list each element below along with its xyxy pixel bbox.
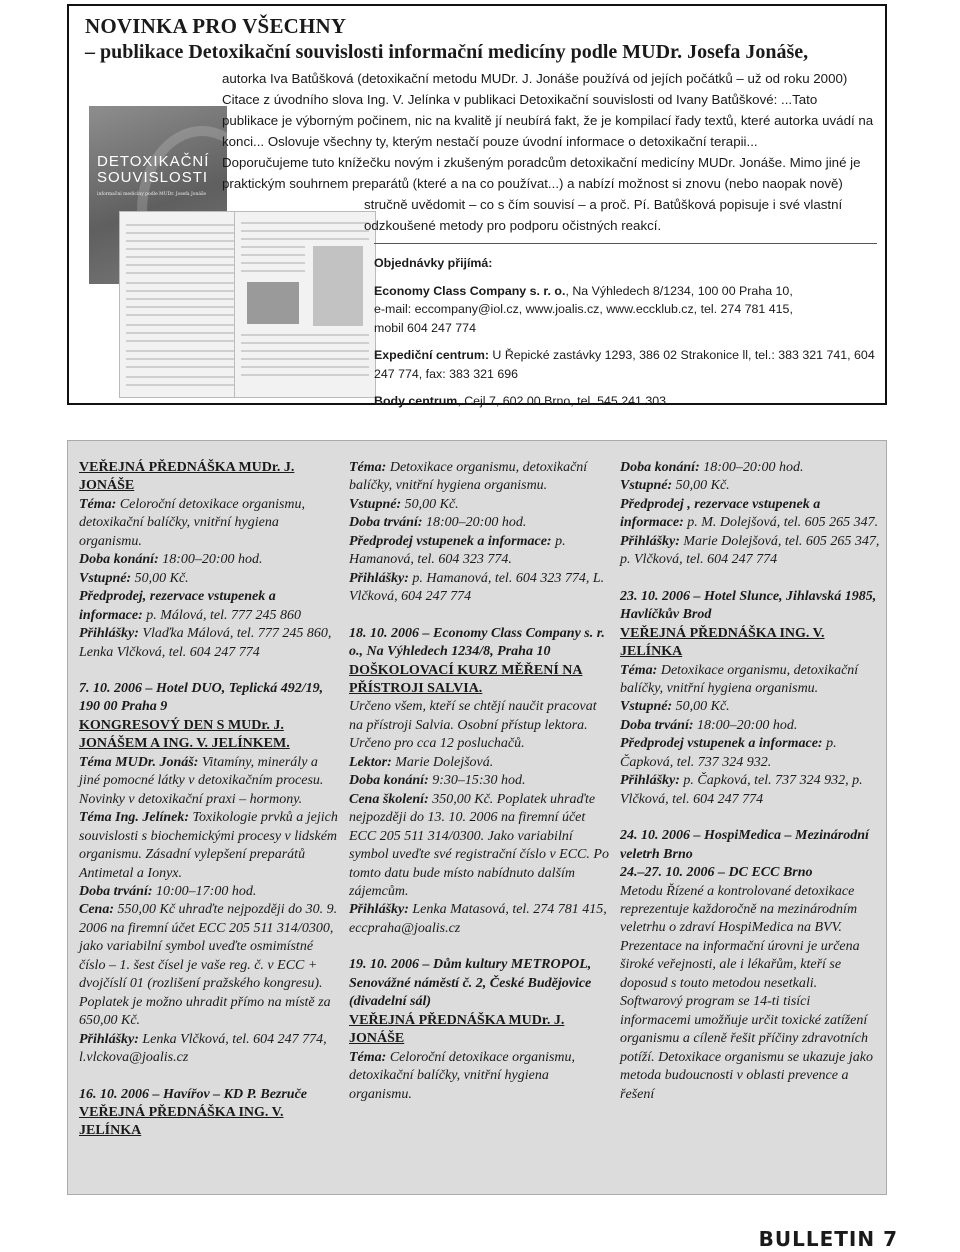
label: Vstupné:: [79, 570, 132, 586]
event-date-venue: 18. 10. 2006 – Economy Class Company s. r. o., Na Výhledech 1234/8, Praha 10: [349, 625, 605, 660]
event-registration: Marie Dolejšová, tel. 605 265 347, p. Vlčková, tel. 604 247 774: [620, 533, 880, 568]
label: Doba konání:: [79, 552, 159, 568]
event-fee: 50,00 Kč.: [672, 699, 730, 715]
label: Doba konání:: [620, 460, 700, 475]
intro-recommendation: Doporučujeme tuto knížečku novým i zkušeným poradcům detoxikační medicíny MUDr. Jonáše. Mimo jiné je praktickým souhrnem preparátů (které a na co používat...) a nabízí možnost si znovu (nebo naopak nově): [222, 155, 861, 191]
label: Téma:: [349, 1049, 387, 1065]
order-info: [374, 254, 884, 420]
label: Doba trvání:: [349, 515, 423, 531]
event-registration: p. Hamanová, tel. 604 323 774, L. Vlčková, 604 247 774: [349, 570, 605, 605]
company-contacts: e-mail: eccompany@iol.cz, www.joalis.cz, www.eccklub.cz, tel. 274 781 415,: [374, 302, 793, 316]
event-topic: Vitamíny, minerály a jiné pomocné látky v detoxikačním procesu. Novinky v detoxikační praxi – hormony.: [79, 754, 324, 807]
event-price: 550,00 Kč uhraďte nejpozději do 30. 9. 2006 na firemní účet ECC 205 511 314/0300, jako variabilní symbol uveďte osmimístné číslo – 1. šest čísel je vaše reg. č. v ECC + dvojčíslí 01 (rozlišení pražského kongresu). Poplatek je možno uhradit přímo na místě za 650,00 Kč.: [79, 902, 338, 1029]
company-address: , Na Výhledech 8/1234, 100 00 Praha 10,: [565, 283, 793, 298]
event-description: Metodu Řízené a kontrolované detoxikace reprezentuje každoročně na mezinárodním veletrhu o zdraví HospiMedica na BVV. Prezentace na informační úrovni je určena široké veřejnosti, ale i lékařům, kteří se doposud s touto metodou nesetkali. Softwarový program se 14-ti tisíci informacemi umožňuje určit toxické zatížení organismu a cíleně řešit příčiny zdravotních potíží. Detoxikace organismu se ukazuje jako metoda budoucnosti v oblasti prevence a řešení: [620, 883, 873, 1102]
label: Předprodej vstupenek a informace:: [620, 736, 823, 752]
event-presale: p. Čapková, tel. 737 324 932.: [620, 736, 837, 770]
book-page-image: [119, 211, 241, 398]
event-fee: 50,00 Kč.: [672, 478, 730, 494]
event-time: 18:00–20:00 hod.: [699, 460, 804, 475]
event-topic: Celoroční detoxikace organismu, detoxikační balíčky, vnitřní hygiena organismu.: [79, 496, 306, 549]
event-date-venue: 23. 10. 2006 – Hotel Slunce, Jihlavská 1985, Havlíčkův Brod: [620, 588, 877, 623]
label: Lektor:: [349, 754, 392, 770]
event-program: [67, 440, 887, 1195]
orders-heading: Objednávky přijímá:: [374, 256, 493, 270]
label: Přihlášky:: [79, 1031, 139, 1047]
label: Předprodej , rezervace vstupenek a informace:: [620, 496, 821, 531]
intro-recommendation-cont: stručně uvědomit – co s čím souvisí – a proč. Pí. Batůšková popisuje i své vlastní odzkoušené metody pro podporu očistných reakcí.: [364, 197, 843, 233]
event-date-venue: 19. 10. 2006 – Dům kultury METROPOL, Senovážné náměstí č. 2, České Budějovice (divadelní sál): [349, 957, 592, 1010]
event-date-venue: 24. 10. 2006 – HospiMedica – Mezinárodní veletrh Brno: [620, 828, 869, 862]
event-topic: Toxikologie prvků a jejich souvislosti s biochemickými procesy v lidském organismu. Zásadní vylepšení preparátů Antimetal a Ionyx.: [79, 810, 338, 881]
event-lecturer: Marie Dolejšová.: [391, 754, 494, 770]
announcement-box: [67, 4, 887, 408]
book-title: DETOXIKAČNÍ SOUVISLOSTI: [97, 153, 210, 186]
label: Předprodej vstupenek a informace:: [349, 533, 552, 549]
event-title: VEŘEJNÁ PŘEDNÁŠKA MUDr. J. JONÁŠE: [79, 460, 295, 494]
event-topic: Detoxikace organismu, detoxikační balíčky, vnitřní hygiena organismu.: [349, 460, 588, 494]
event-duration: 10:00–17:00 hod.: [152, 883, 257, 899]
event-date-venue: 16. 10. 2006 – Havířov – KD P. Bezruče: [79, 1086, 308, 1102]
event-presale: p. Málová, tel. 777 245 860: [142, 607, 302, 623]
page-photo: [313, 246, 363, 326]
label: Doba trvání:: [79, 883, 153, 899]
expedition-text: U Řepické zastávky 1293, 386 02 Strakonice ll, tel.: 383 321 741, 604 247 774, fax: 383 321 696: [374, 348, 875, 381]
event-duration: 18:00–20:00 hod.: [693, 717, 798, 733]
subheadline: – publikace Detoxikační souvislosti informační medicíny podle MUDr. Josefa Jonáše,: [85, 41, 809, 63]
page-photo: [247, 282, 299, 324]
company-name: Economy Class Company s. r. o.: [374, 283, 566, 298]
event-registration: p. Čapková, tel. 737 324 932, p. Vlčková, tel. 604 247 774: [620, 773, 863, 807]
label: Přihlášky:: [349, 570, 409, 586]
event-title: VEŘEJNÁ PŘEDNÁŠKA MUDr. J. JONÁŠE: [349, 1012, 565, 1047]
label: Téma:: [349, 460, 387, 475]
intro-citation: Citace z úvodního slova Ing. V. Jelínka v publikaci Detoxikační souvislosti od Ivany Batůškové: ...Tato publikace je výborným počinem, nic na kvalitě jí neubírá fakt, že je kompilací řady textů, které autorka uvádí na konci... Oslovuje všechny ty, kterým nestačí pouze úvodní informace o detoxikační terapii...: [222, 92, 874, 149]
label: Přihlášky:: [620, 773, 680, 789]
label: Téma:: [620, 662, 658, 678]
divider: [374, 243, 877, 244]
label: Předprodej, rezervace vstupenek a informace:: [79, 589, 276, 623]
label: Přihlášky:: [620, 533, 680, 549]
headline: NOVINKA PRO VŠECHNY: [85, 14, 347, 38]
label: Doba trvání:: [620, 717, 694, 733]
event-price: 350,00 Kč. Poplatek uhraďte nejpozději do 13. 10. 2006 na firemní účet ECC 205 511 314/0300. Jako variabilní symbol uveďte své registrační číslo v ECC. Po tomto datu bude místo nabídnuto dalším zájemcům.: [349, 791, 609, 899]
label: Téma:: [79, 496, 117, 512]
event-registration: Lenka Matasová, tel. 274 781 415, eccpraha@joalis.cz: [349, 902, 607, 936]
body-centrum-text: , Cejl 7, 602 00 Brno, tel. 545 241 303: [457, 394, 667, 408]
event-title: VEŘEJNÁ PŘEDNÁŠKA ING. V. JELÍNKA: [79, 1104, 284, 1139]
book-subtitle: informační medicíny podle MUDr. Josefa Jonáše: [97, 192, 207, 197]
label: Vstupné:: [620, 699, 673, 715]
event-registration: Lenka Vlčková, tel. 604 247 774, l.vlckova@joalis.cz: [79, 1031, 327, 1066]
event-registration: Vlaďka Málová, tel. 777 245 860, Lenka Vlčková, tel. 604 247 774: [79, 626, 332, 660]
event-time: 9:30–15:30 hod.: [428, 773, 526, 789]
label: Téma MUDr. Jonáš:: [79, 754, 199, 770]
book-page-image: [234, 211, 376, 398]
label: Téma Ing. Jelínek:: [79, 810, 190, 826]
label: Přihlášky:: [79, 626, 139, 642]
event-fee: 50,00 Kč.: [131, 570, 189, 586]
label: Cena školení:: [349, 791, 429, 807]
company-mobile: mobil 604 247 774: [374, 320, 476, 335]
event-fee: 50,00 Kč.: [401, 496, 459, 512]
intro-author: autorka Iva Batůšková (detoxikační metodu MUDr. J. Jonáše používá od jejích počátků – už od roku 2000): [222, 71, 848, 86]
page-footer: BULLETIN 7: [758, 1227, 898, 1251]
event-time: 18:00–20:00 hod.: [158, 552, 263, 568]
program-column-1: [79, 459, 341, 1141]
label: Přihlášky:: [349, 902, 409, 918]
program-column-3: [620, 459, 882, 1104]
event-presale: p. M. Dolejšová, tel. 605 265 347.: [683, 515, 879, 531]
program-column-2: [349, 459, 611, 1104]
event-title: DOŠKOLOVACÍ KURZ MĚŘENÍ NA PŘÍSTROJI SALVIA.: [349, 662, 583, 696]
event-title: VEŘEJNÁ PŘEDNÁŠKA ING. V. JELÍNKA: [620, 625, 825, 660]
label: Vstupné:: [349, 496, 402, 512]
label: Doba konání:: [349, 773, 429, 789]
event-title: KONGRESOVÝ DEN S MUDr. J. JONÁŠEM A ING. V. JELÍNKEM.: [79, 717, 290, 752]
body-centrum-label: Body centrum: [374, 394, 458, 408]
event-description: Určeno všem, kteří se chtějí naučit pracovat na přístroji Salvia. Osobní přístup lektora. Určeno pro cca 12 posluchačů.: [349, 699, 597, 752]
event-topic: Celoroční detoxikace organismu, detoxikační balíčky, vnitřní hygiena organismu.: [349, 1049, 576, 1102]
event-date-venue: 24.–27. 10. 2006 – DC ECC Brno: [620, 865, 813, 881]
event-presale: p. Hamanová, tel. 604 323 774.: [349, 533, 566, 568]
event-date-venue: 7. 10. 2006 – Hotel DUO, Teplická 492/19, 190 00 Praha 9: [79, 680, 324, 715]
event-topic: Detoxikace organismu, detoxikační balíčky, vnitřní hygiena organismu.: [620, 662, 859, 696]
label: Vstupné:: [620, 478, 673, 494]
expedition-label: Expediční centrum:: [374, 348, 489, 362]
event-duration: 18:00–20:00 hod.: [422, 515, 527, 531]
label: Cena:: [79, 902, 114, 918]
intro-text: [222, 68, 877, 236]
